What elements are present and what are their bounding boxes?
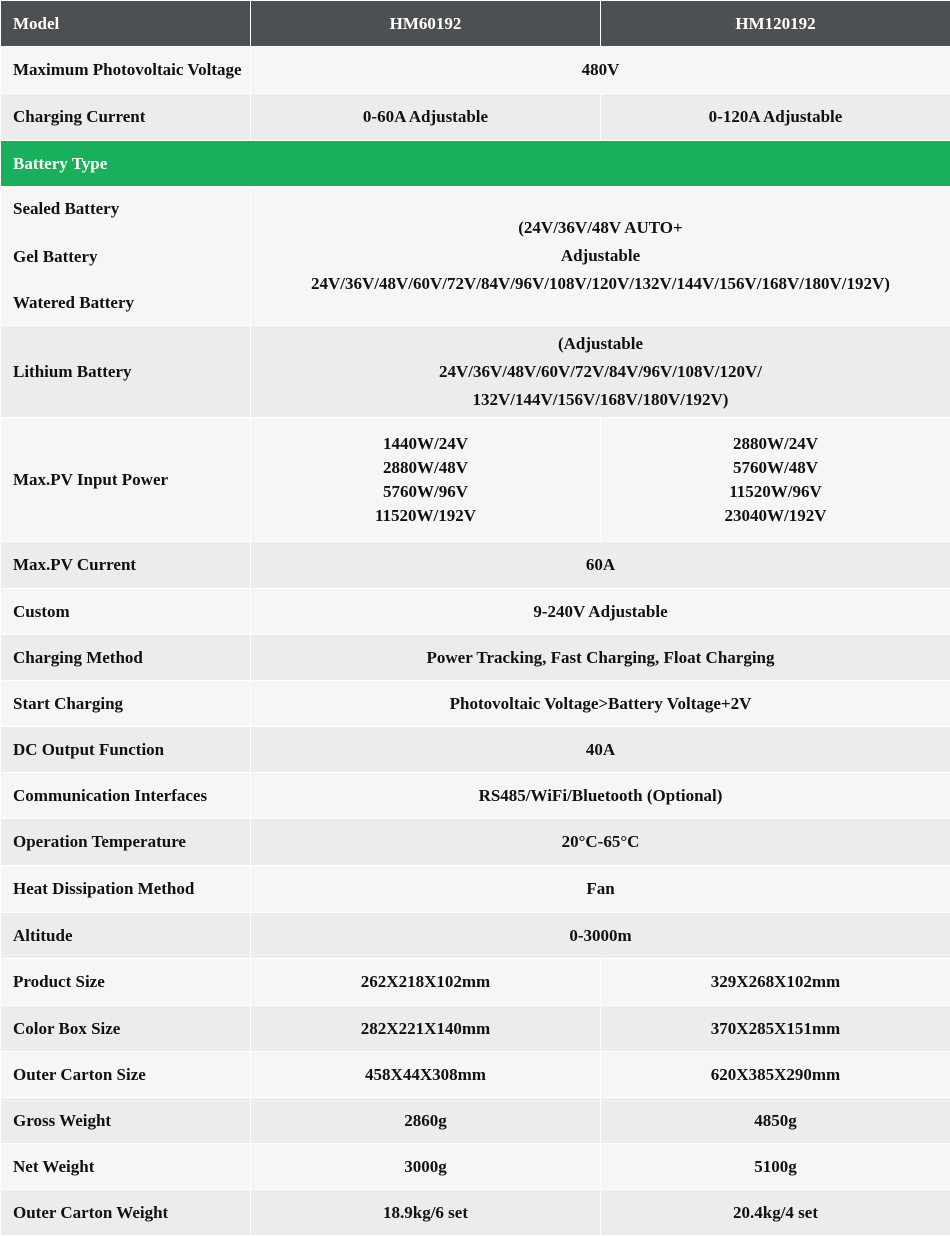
row-operation-temp xyxy=(1,819,950,866)
header-model-b: HM120192 xyxy=(601,1,950,47)
power-line: 23040W/192V xyxy=(601,504,950,528)
row-label: Operation Temperature xyxy=(1,819,251,866)
row-value: 9-240V Adjustable xyxy=(251,589,950,635)
row-label: DC Output Function xyxy=(1,727,251,773)
power-line: 5760W/96V xyxy=(251,480,600,504)
row-heat-dissipation xyxy=(1,866,950,913)
header-row xyxy=(1,1,950,47)
row-max-pv-input-power xyxy=(1,418,950,542)
power-line: 5760W/48V xyxy=(601,456,950,480)
power-line: 11520W/192V xyxy=(251,504,600,528)
lithium-voltage-cell xyxy=(251,326,950,418)
header-model-a: HM60192 xyxy=(251,1,601,47)
row-value: RS485/WiFi/Bluetooth (Optional) xyxy=(251,773,950,819)
row-value: Fan xyxy=(251,866,950,913)
header-label: Model xyxy=(1,1,251,47)
sealed-battery-label: Sealed Battery xyxy=(13,197,250,221)
row-value-b: 0-120A Adjustable xyxy=(601,94,950,141)
power-line: 1440W/24V xyxy=(251,432,600,456)
row-label: Max.PV Input Power xyxy=(1,418,251,542)
row-label: Net Weight xyxy=(1,1144,251,1190)
row-label: Communication Interfaces xyxy=(1,773,251,819)
power-line: 2880W/24V xyxy=(601,432,950,456)
row-max-pv-current xyxy=(1,542,950,589)
row-value-a: 0-60A Adjustable xyxy=(251,94,601,141)
battery-voltage-cell xyxy=(251,187,950,326)
row-label: Outer Carton Size xyxy=(1,1052,251,1098)
row-value: 40A xyxy=(251,727,950,773)
row-value-b: 20.4kg/4 set xyxy=(601,1190,950,1236)
row-label: Outer Carton Weight xyxy=(1,1190,251,1236)
row-value-b: 4850g xyxy=(601,1098,950,1144)
row-value-b: 329X268X102mm xyxy=(601,959,950,1006)
row-net-weight xyxy=(1,1144,950,1190)
row-color-box-size xyxy=(1,1006,950,1052)
row-label: Altitude xyxy=(1,913,251,959)
row-charging-current xyxy=(1,94,950,141)
battery-type-heading: Battery Type xyxy=(1,141,950,187)
battery-labels-cell xyxy=(1,187,251,326)
row-sealed-gel-watered xyxy=(1,187,950,326)
row-charging-method xyxy=(1,635,950,681)
row-value-a: 2860g xyxy=(251,1098,601,1144)
row-value-b xyxy=(601,418,950,542)
row-value: Photovoltaic Voltage>Battery Voltage+2V xyxy=(251,681,950,727)
row-label: Heat Dissipation Method xyxy=(1,866,251,913)
row-value-a: 458X44X308mm xyxy=(251,1052,601,1098)
row-value: 0-3000m xyxy=(251,913,950,959)
row-value-b: 5100g xyxy=(601,1144,950,1190)
row-label: Lithium Battery xyxy=(1,326,251,418)
battery-voltage-line: 24V/36V/48V/60V/72V/84V/96V/108V/120V/132V/144V/156V/168V/180V/192V) xyxy=(251,270,950,298)
battery-voltage-line: Adjustable xyxy=(251,242,950,270)
row-label: Charging Current xyxy=(1,94,251,141)
row-label: Color Box Size xyxy=(1,1006,251,1052)
lithium-voltage-line: 132V/144V/156V/168V/180V/192V) xyxy=(251,386,950,414)
battery-voltage-line: (24V/36V/48V AUTO+ xyxy=(251,214,950,242)
row-label: Maximum Photovoltaic Voltage xyxy=(1,47,251,94)
row-label: Charging Method xyxy=(1,635,251,681)
row-value: 20°C-65°C xyxy=(251,819,950,866)
row-dc-output xyxy=(1,727,950,773)
row-value-a xyxy=(251,418,601,542)
row-communication xyxy=(1,773,950,819)
gel-battery-label: Gel Battery xyxy=(13,245,250,269)
power-line: 11520W/96V xyxy=(601,480,950,504)
row-outer-carton-weight xyxy=(1,1190,950,1236)
row-product-size xyxy=(1,959,950,1006)
row-start-charging xyxy=(1,681,950,727)
row-label: Start Charging xyxy=(1,681,251,727)
row-label: Custom xyxy=(1,589,251,635)
row-lithium xyxy=(1,326,950,418)
row-value-a: 262X218X102mm xyxy=(251,959,601,1006)
row-outer-carton-size xyxy=(1,1052,950,1098)
row-value: 480V xyxy=(251,47,950,94)
battery-type-band xyxy=(1,141,950,187)
row-label: Max.PV Current xyxy=(1,542,251,589)
row-label: Gross Weight xyxy=(1,1098,251,1144)
row-value-b: 620X385X290mm xyxy=(601,1052,950,1098)
row-value: 60A xyxy=(251,542,950,589)
lithium-voltage-line: (Adjustable xyxy=(251,330,950,358)
watered-battery-label: Watered Battery xyxy=(13,291,250,315)
row-label: Product Size xyxy=(1,959,251,1006)
row-custom xyxy=(1,589,950,635)
row-altitude xyxy=(1,913,950,959)
row-gross-weight xyxy=(1,1098,950,1144)
row-value-a: 282X221X140mm xyxy=(251,1006,601,1052)
row-value-a: 3000g xyxy=(251,1144,601,1190)
row-value: Power Tracking, Fast Charging, Float Charging xyxy=(251,635,950,681)
row-value-a: 18.9kg/6 set xyxy=(251,1190,601,1236)
row-value-b: 370X285X151mm xyxy=(601,1006,950,1052)
power-line: 2880W/48V xyxy=(251,456,600,480)
row-max-pv-voltage xyxy=(1,47,950,94)
lithium-voltage-line: 24V/36V/48V/60V/72V/84V/96V/108V/120V/ xyxy=(251,358,950,386)
